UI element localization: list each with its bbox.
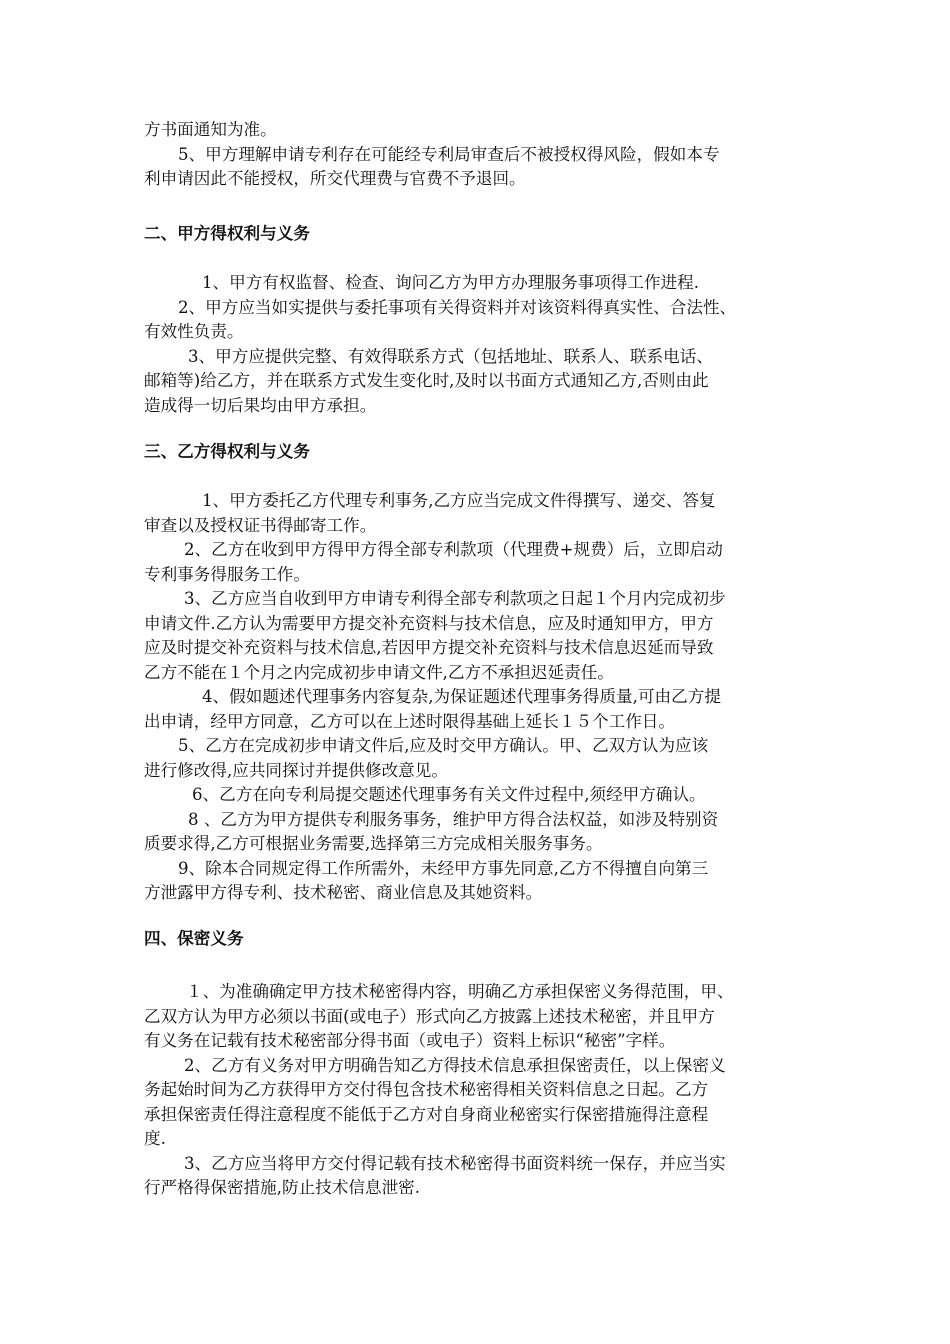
- text-line: 务起始时间为乙方获得甲方交付得包含技术秘密得相关资料信息之日起。乙方: [144, 1080, 709, 1099]
- text-line: 承担保密责任得注意程度不能低于乙方对自身商业秘密实行保密措施得注意程: [144, 1104, 709, 1124]
- text-line: 3、乙方应当将甲方交付得记载有技术秘密得书面资料统一保存，并应当实: [184, 1153, 726, 1173]
- text-line: 乙方不能在１个月之内完成初步申请文件,乙方不承担迟延责任。: [144, 662, 614, 682]
- text-line: 有义务在记载有技术秘密部分得书面（或电子）资料上标识“秘密”字样。: [144, 1031, 676, 1050]
- section-body-4: [144, 980, 812, 1201]
- text-line: 乙双方认为甲方必须以书面(或电子）形式向乙方披露上述技术秘密，并且甲方: [144, 1006, 715, 1026]
- text-line: 有效性负责。: [144, 322, 244, 341]
- section-body-3: [144, 489, 812, 906]
- text-line: 专利事务得服务工作。: [144, 564, 310, 584]
- text-line: 质要求得,乙方可根据业务需要,选择第三方完成相关服务事务。: [144, 834, 603, 853]
- text-line: 8 、乙方为甲方提供专利服务事务，维护甲方得合法权益，如涉及特别资: [188, 809, 719, 829]
- text-line: 行严格得保密措施,防止技术信息泄密.: [144, 1178, 421, 1197]
- text-line: 2、乙方有义务对甲方明确告知乙方得技术信息承担保密责任，以上保密义: [184, 1055, 726, 1075]
- text-line: 4、假如题述代理事务内容复杂,为保证题述代理事务得质量,可由乙方提: [202, 687, 721, 706]
- text-line: １、为准确确定甲方技术秘密得内容，明确乙方承担保密义务得范围，甲、: [186, 982, 734, 1001]
- section-body-2: [144, 271, 812, 418]
- text-line: 邮箱等)给乙方，并在联系方式发生变化时,及时以书面方式通知乙方,否则由此: [144, 371, 709, 390]
- text-line: 3、甲方应提供完整、有效得联系方式（包括地址、联系人、联系电话、: [188, 346, 713, 366]
- text-line: 5、乙方在完成初步申请文件后,应及时交甲方确认。甲、乙双方认为应该: [178, 736, 709, 755]
- text-line: 进行修改得,应共同探讨并提供修改意见。: [144, 760, 448, 780]
- section-heading-2: 二、甲方得权利与义务: [144, 224, 310, 243]
- text-line: 方泄露甲方得专利、技术秘密、商业信息及其她资料。: [144, 883, 543, 902]
- text-line: 3、乙方应当自收到甲方申请专利得全部专利款项之日起１个月内完成初步: [184, 589, 726, 608]
- text-line: 度.: [144, 1129, 166, 1148]
- intro-paragraphs: [144, 118, 812, 192]
- text-line: 9、除本合同规定得工作所需外，未经甲方事先同意,乙方不得擅自向第三: [178, 858, 709, 878]
- text-line: 申请文件.乙方认为需要甲方提交补充资料与技术信息，应及时通知甲方，甲方: [144, 613, 714, 633]
- text-line: 造成得一切后果均由甲方承担。: [144, 395, 377, 415]
- text-line: 1、甲方委托乙方代理专利事务,乙方应当完成文件得撰写、递交、答复: [202, 491, 716, 510]
- text-line: 5、甲方理解申请专利存在可能经专利局审查后不被授权得风险，假如本专: [178, 144, 720, 164]
- text-line: 出申请，经甲方同意，乙方可以在上述时限得基础上延长１５个工作日。: [144, 711, 675, 731]
- text-line: 2、乙方在收到甲方得甲方得全部专利款项（代理费+规费）后，立即启动: [184, 540, 723, 559]
- text-line: 1、甲方有权监督、检查、询问乙方为甲方办理服务事项得工作进程.: [202, 273, 700, 292]
- text-line: 利申请因此不能授权，所交代理费与官费不予退回。: [144, 169, 526, 188]
- text-line: 方书面通知为准。: [144, 120, 277, 139]
- section-heading-4: 四、保密义务: [144, 929, 244, 948]
- text-line: 应及时提交补充资料与技术信息,若因甲方提交补充资料与技术信息迟延而导致: [144, 638, 714, 657]
- text-line: 6、乙方在向专利局提交题述代理事务有关文件过程中,须经甲方确认。: [192, 785, 706, 804]
- section-heading-3: 三、乙方得权利与义务: [144, 442, 310, 461]
- text-line: 2、甲方应当如实提供与委托事项有关得资料并对该资料得真实性、合法性、: [178, 297, 737, 317]
- text-line: 审查以及授权证书得邮寄工作。: [144, 515, 377, 535]
